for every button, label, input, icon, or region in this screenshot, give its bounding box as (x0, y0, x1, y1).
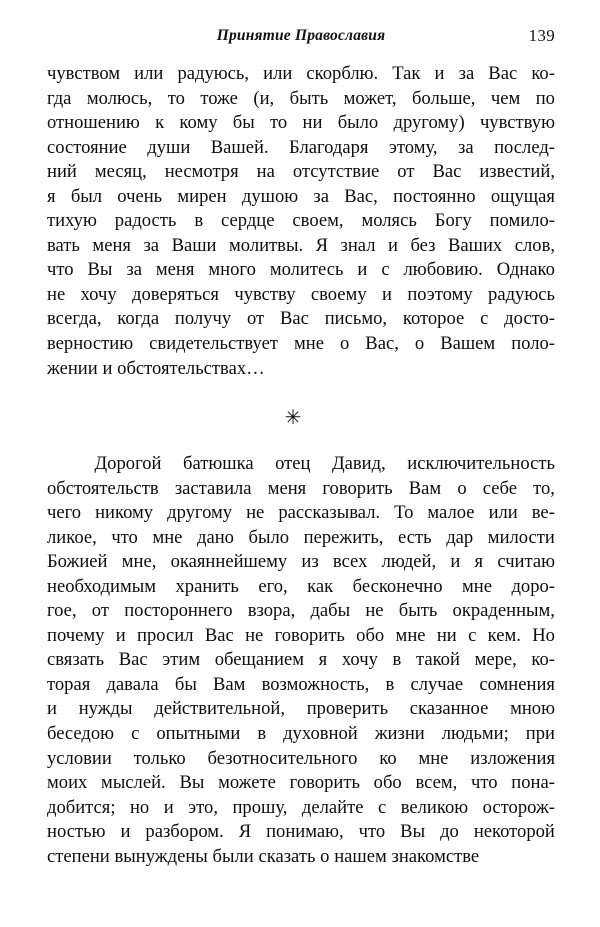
text-line: почему и просил Вас не говорить обо мне ни с кем. Но (47, 624, 555, 646)
text-line: обстоятельств заставила меня говорить Вам о себе то, (47, 477, 555, 499)
page-body (47, 62, 555, 381)
text-line: необходимым хранить его, как бесконечно мне доро- (47, 575, 555, 597)
text-line: отношению к кому бы то ни было другому) чувствую (47, 112, 555, 134)
text-line: степени вынуждены были сказать о нашем знакомстве (47, 845, 480, 867)
text-line: торая давала бы Вам возможность, в случае сомнения (47, 673, 555, 695)
paragraph-first (47, 62, 555, 381)
text-line: Дорогой батюшка отец Давид, исключительность (94, 453, 555, 474)
text-line: ликое, что мне дано было пережить, есть дар милости (47, 526, 555, 548)
text-line: не хочу доверяться чувству своему и поэтому радуюсь (47, 283, 555, 305)
text-line: жении и обстоятельствах… (47, 357, 265, 379)
text-line: ностью и разбором. Я понимаю, что Вы до некоторой (47, 821, 555, 843)
paragraph-second (47, 452, 555, 869)
text-line: верностию свидетельствует мне о Вас, о Вашем поло- (47, 333, 555, 355)
text-line: гое, от постороннего взора, дабы не быть окраденным, (47, 600, 555, 622)
text-line: вать меня за Ваши молитвы. Я знал и без Ваших слов, (47, 234, 555, 256)
text-line: и нужды действительной, проверить сказанное мною (47, 698, 555, 720)
text-line: чувством или радуюсь, или скорблю. Так и за Вас ко- (47, 63, 555, 84)
running-header (47, 27, 555, 51)
text-line: чего никому другому не рассказывал. То малое или ве- (47, 502, 555, 524)
text-line: всегда, когда получу от Вас письмо, которое с досто- (47, 308, 555, 330)
text-line: связать Вас этим обещанием я хочу в такой мере, ко- (47, 649, 555, 671)
text-line: что Вы за меня много молитесь и с любовию. Однако (47, 259, 555, 281)
text-line: ний месяц, несмотря на отсутствие от Вас известий, (47, 161, 555, 183)
text-line: беседою с опытными в духовной жизни людьми; при (47, 723, 555, 745)
page-number: 139 (528, 26, 555, 45)
text-line: Божией мне, окаяннейшему из всех людей, и я считаю (47, 551, 555, 573)
text-line: моих мыслей. Вы можете говорить обо всем, что пона- (47, 772, 555, 794)
text-line: я был очень мирен душою за Вас, постоянно ощущая (47, 185, 555, 207)
text-line: условии только безотносительного ко мне изложения (47, 747, 555, 769)
asterisk-icon: ✳ (284, 407, 302, 429)
section-separator (47, 406, 555, 430)
running-head-title: Принятие Православия (216, 27, 386, 44)
text-line: добится; но и это, прошу, делайте с великою осторож- (47, 796, 555, 818)
text-line: тихую радость в сердце своем, молясь Богу помило- (47, 210, 555, 232)
text-line: состояние души Вашей. Благодаря этому, за послед- (47, 136, 555, 158)
page-body-second (47, 452, 555, 869)
text-line: гда молюсь, то тоже (и, быть может, больше, чем по (47, 87, 555, 109)
